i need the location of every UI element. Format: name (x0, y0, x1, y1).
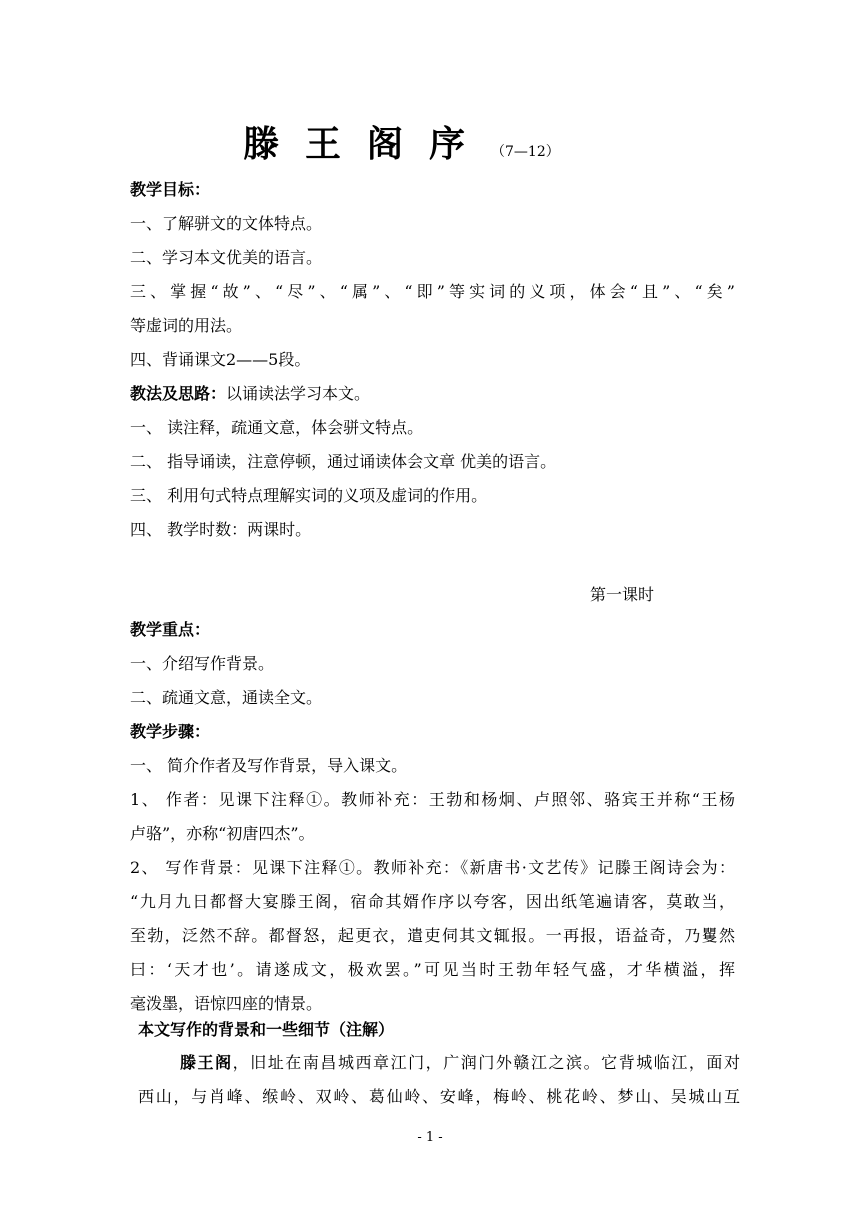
title-main: 滕王阁序 (243, 124, 492, 165)
goal-item: 等虚词的用法。 (130, 316, 243, 335)
goal-item: 四、背诵课文2——5段。 (130, 350, 311, 369)
step-item: 一、 简介作者及写作背景，导入课文。 (130, 756, 408, 775)
notes-text: ，旧址在南昌城西章江门，广润门外赣江之滨。它背城临江，面对 (232, 1053, 740, 1072)
key-point-item: 二、疏通文意，通读全文。 (130, 688, 323, 707)
method-item: 三、 利用句式特点理解实词的义项及虚词的作用。 (130, 486, 488, 505)
method-item: 一、 读注释，疏通文意，体会骈文特点。 (130, 418, 424, 437)
notes-line (180, 1053, 740, 1073)
document-title (243, 116, 560, 167)
goal-item: 三、掌握“故”、“尽”、“属”、“即”等实词的义项，体会“且”、“矣” (130, 282, 735, 301)
method-item: 四、 教学时数：两课时。 (130, 520, 312, 539)
page-number: - 1 - (417, 1130, 443, 1145)
goal-item: 一、了解骈文的文体特点。 (130, 214, 323, 233)
goals-heading: 教学目标： (130, 180, 211, 199)
lesson-label: 第一课时 (590, 585, 655, 604)
steps-heading: 教学步骤： (130, 722, 211, 741)
notes-term: 滕王阁 (180, 1053, 233, 1072)
method-line (130, 384, 370, 404)
step-item: 毫泼墨，语惊四座的情景。 (130, 994, 323, 1013)
method-item: 二、 指导诵读，注意停顿，通过诵读体会文章 优美的语言。 (130, 452, 557, 471)
step-item: “九月九日都督大宴滕王阁，宿命其婿作序以夸客，因出纸笔遍请客，莫敢当， (130, 892, 735, 911)
notes-line: 西山，与肖峰、缑岭、双岭、葛仙岭、安峰，梅岭、桃花岭、梦山、吴城山互 (138, 1087, 740, 1106)
method-heading: 教法及思路： (130, 384, 227, 403)
step-item: 卢骆”，亦称“初唐四杰”。 (130, 824, 315, 843)
method-text: 以诵读法学习本文。 (226, 384, 371, 403)
step-item: 2、 写作背景：见课下注释①。教师补充：《新唐书·文艺传》记滕王阁诗会为： (130, 858, 735, 877)
goal-item: 二、学习本文优美的语言。 (130, 248, 323, 267)
title-sub: （7—12） (491, 144, 560, 160)
key-points-heading: 教学重点： (130, 620, 211, 639)
notes-heading: 本文写作的背景和一些细节（注解） (138, 1020, 395, 1039)
step-item: 1、 作者：见课下注释①。教师补充：王勃和杨炯、卢照邻、骆宾王并称“王杨 (130, 790, 735, 809)
key-point-item: 一、介绍写作背景。 (130, 654, 275, 673)
step-item: 曰：‘天才也’。请遂成文，极欢罢。”可见当时王勃年轻气盛，才华横溢，挥 (130, 960, 735, 979)
step-item: 至勃，泛然不辞。都督怒，起更衣，遣吏伺其文辄报。一再报，语益奇，乃矍然 (130, 926, 735, 945)
